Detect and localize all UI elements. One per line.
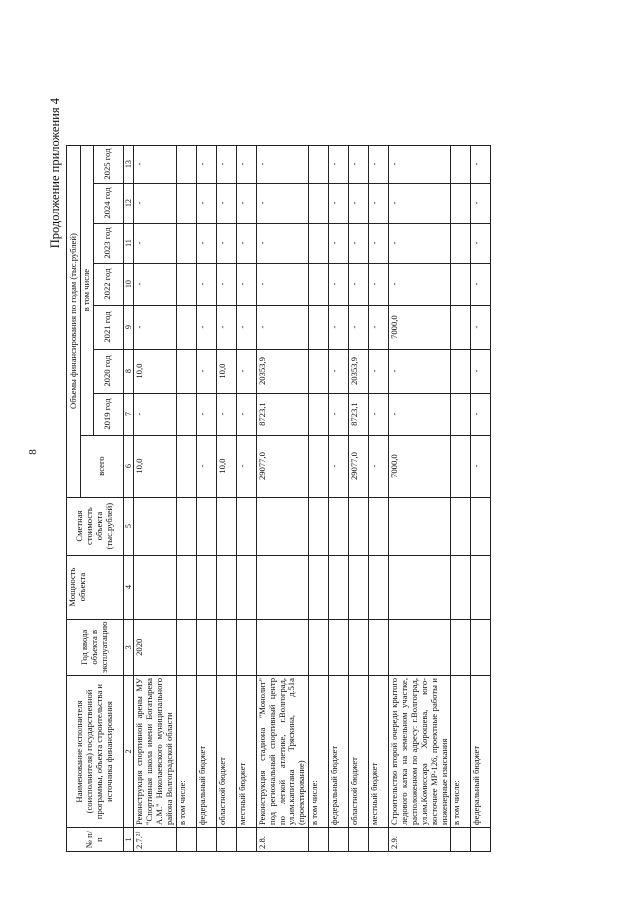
row-year-value: - [349, 263, 369, 305]
row-year-value: - [236, 145, 256, 183]
table-body [134, 145, 491, 851]
row-cost [216, 497, 236, 555]
row-year-value: - [369, 145, 389, 183]
row-year-value: - [389, 349, 451, 393]
row-year [309, 619, 329, 675]
row-name: Строительство второй очереди крытого ледового катка на земельном участке, расположенном по адресу: г.Волгоград, ул.им.Комиссара Хорошева, юго-восточнее МР-126, проектные работы и инженерные изыскания [389, 676, 451, 828]
row-year-value: - [389, 263, 451, 305]
row-cost [134, 497, 177, 555]
column-number: 8 [123, 349, 133, 393]
row-cost [309, 497, 329, 555]
row-name: областной бюджет [216, 676, 236, 828]
row-year-value: - [256, 305, 308, 349]
row-capacity [471, 555, 491, 619]
row-year-value: - [329, 223, 349, 263]
row-year-value: 8723,1 [349, 393, 369, 435]
row-total: 10,0 [216, 435, 236, 497]
header-total: всего [81, 435, 124, 497]
column-number: 4 [123, 555, 133, 619]
row-year-value: - [196, 349, 216, 393]
row-total: - [471, 435, 491, 497]
row-year-value: - [349, 223, 369, 263]
column-number: 3 [123, 619, 133, 675]
row-year-value [451, 305, 471, 349]
row-cost [451, 497, 471, 555]
row-year-value: - [369, 349, 389, 393]
row-capacity [309, 555, 329, 619]
row-year-value: - [471, 393, 491, 435]
row-capacity [389, 555, 451, 619]
table-row [176, 145, 196, 851]
row-year-value: - [236, 183, 256, 223]
row-cost [369, 497, 389, 555]
header-funding: Объемы финансирования по годам (тыс.рублей) [67, 145, 81, 497]
row-year-value [176, 145, 196, 183]
table-row [216, 145, 236, 851]
column-number: 6 [123, 435, 133, 497]
row-year-value: - [369, 223, 389, 263]
header-capacity: Мощность объекта [67, 555, 124, 619]
header-year: 2019 год [93, 393, 123, 435]
row-number [196, 828, 216, 852]
row-year-value: - [471, 263, 491, 305]
row-year-value: 7000,0 [389, 305, 451, 349]
row-year-value: 8723,1 [256, 393, 308, 435]
row-year-value [309, 145, 329, 183]
row-total: - [236, 435, 256, 497]
row-name: областной бюджет [349, 676, 369, 828]
column-number: 13 [123, 145, 133, 183]
row-year-value [176, 263, 196, 305]
column-number: 5 [123, 497, 133, 555]
row-year [389, 619, 451, 675]
table-row [369, 145, 389, 851]
row-total: 7000,0 [389, 435, 451, 497]
row-number [329, 828, 349, 852]
table-row [134, 145, 177, 851]
row-year-value [309, 263, 329, 305]
row-year-value: 10,0 [216, 349, 236, 393]
row-year [471, 619, 491, 675]
column-number: 1 [123, 828, 133, 852]
row-number: 2.8. [256, 828, 308, 852]
header-name: Наименование исполнителя (соисполнителя) государственной программы, объекта строительства и источника финансирования [67, 676, 124, 828]
row-year-value [309, 183, 329, 223]
row-number [369, 828, 389, 852]
row-year-value: - [369, 263, 389, 305]
row-capacity [176, 555, 196, 619]
row-capacity [369, 555, 389, 619]
row-year-value: - [216, 145, 236, 183]
row-number [216, 828, 236, 852]
table-row [471, 145, 491, 851]
row-year-value: - [236, 349, 256, 393]
row-name: федеральный бюджет [471, 676, 491, 828]
header-year: 2024 год [93, 183, 123, 223]
row-year-value: - [196, 305, 216, 349]
row-year-value: - [389, 223, 451, 263]
header-year: 2023 год [93, 223, 123, 263]
row-year-value: - [471, 223, 491, 263]
table-row [349, 145, 369, 851]
row-name: федеральный бюджет [329, 676, 349, 828]
row-year-value: - [256, 263, 308, 305]
row-year [236, 619, 256, 675]
row-year-value [309, 223, 329, 263]
row-total [451, 435, 471, 497]
table-row [389, 145, 451, 851]
header-year: 2025 год [93, 145, 123, 183]
table-row [256, 145, 308, 851]
row-capacity [451, 555, 471, 619]
row-year: 2020 [134, 619, 177, 675]
row-year-value: 20353,9 [349, 349, 369, 393]
row-cost [196, 497, 216, 555]
row-capacity [236, 555, 256, 619]
table-row [309, 145, 329, 851]
row-year-value: - [369, 183, 389, 223]
row-capacity [256, 555, 308, 619]
row-year-value [309, 305, 329, 349]
row-cost [176, 497, 196, 555]
row-year-value: - [236, 263, 256, 305]
row-year-value: - [196, 393, 216, 435]
row-year-value: - [471, 349, 491, 393]
header-including: в том числе [81, 145, 94, 435]
row-year-value: - [236, 305, 256, 349]
row-year [451, 619, 471, 675]
row-cost [256, 497, 308, 555]
row-year-value: 10,0 [134, 349, 177, 393]
row-total: 29077,0 [256, 435, 308, 497]
row-year [216, 619, 236, 675]
row-year-value: - [329, 349, 349, 393]
row-name: в том числе: [176, 676, 196, 828]
row-year-value: - [389, 183, 451, 223]
row-cost [389, 497, 451, 555]
table-row [236, 145, 256, 851]
row-number [471, 828, 491, 852]
row-year-value: - [349, 145, 369, 183]
row-year-value: - [216, 263, 236, 305]
row-year-value: - [369, 305, 389, 349]
row-year-value: - [329, 183, 349, 223]
rotated-page [42, 60, 602, 890]
row-number [236, 828, 256, 852]
row-name: федеральный бюджет [196, 676, 216, 828]
table-row [329, 145, 349, 851]
row-total: 10,0 [134, 435, 177, 497]
row-number [451, 828, 471, 852]
row-year-value: - [256, 223, 308, 263]
row-year-value: - [349, 305, 369, 349]
row-name: местный бюджет [236, 676, 256, 828]
row-number [309, 828, 329, 852]
row-year [349, 619, 369, 675]
row-year-value: - [196, 183, 216, 223]
row-year-value: - [236, 393, 256, 435]
row-name: местный бюджет [369, 676, 389, 828]
row-year-value: - [471, 305, 491, 349]
row-year [369, 619, 389, 675]
row-year-value: - [369, 393, 389, 435]
row-cost [236, 497, 256, 555]
row-year-value: - [329, 263, 349, 305]
table-row [451, 145, 471, 851]
row-year-value [309, 393, 329, 435]
column-number: 10 [123, 263, 133, 305]
column-number: 11 [123, 223, 133, 263]
row-year-value: - [329, 393, 349, 435]
row-year-value [309, 349, 329, 393]
column-number: 9 [123, 305, 133, 349]
row-year [176, 619, 196, 675]
row-year-value: - [389, 393, 451, 435]
row-total [309, 435, 329, 497]
row-year [256, 619, 308, 675]
row-capacity [349, 555, 369, 619]
row-year-value: - [216, 393, 236, 435]
row-year-value [451, 223, 471, 263]
row-year-value: - [256, 145, 308, 183]
row-name: Реконструкция стадиона "Монолит" под региональный спортивный центр по легкой атлетике, г.Волгоград, ул.им.капитана Тряскина, д.51а (проектирование) [256, 676, 308, 828]
page-number: 8 [26, 449, 39, 455]
row-number: 2.9. [389, 828, 451, 852]
row-total: - [329, 435, 349, 497]
row-capacity [216, 555, 236, 619]
row-year-value [451, 183, 471, 223]
row-capacity [196, 555, 216, 619]
row-year-value: - [134, 305, 177, 349]
row-year [196, 619, 216, 675]
header-year: 2020 год [93, 349, 123, 393]
row-name: в том числе: [451, 676, 471, 828]
row-year-value: - [216, 183, 236, 223]
row-number [349, 828, 369, 852]
row-year-value: - [134, 263, 177, 305]
row-cost [329, 497, 349, 555]
row-year-value: - [196, 145, 216, 183]
row-year-value [451, 349, 471, 393]
row-year-value: - [389, 145, 451, 183]
row-year-value [451, 145, 471, 183]
row-year-value: - [134, 183, 177, 223]
row-year-value [176, 393, 196, 435]
row-cost [471, 497, 491, 555]
row-year-value: - [134, 223, 177, 263]
row-year-value: 20353,9 [256, 349, 308, 393]
row-year-value: - [134, 145, 177, 183]
row-year-value: - [196, 223, 216, 263]
header-year: 2022 год [93, 263, 123, 305]
row-year-value: - [134, 393, 177, 435]
header-num: № п/п [67, 828, 124, 852]
column-number: 2 [123, 676, 133, 828]
row-total: 29077,0 [349, 435, 369, 497]
financing-table [66, 145, 491, 852]
header-year-start: Год ввода объекта в эксплуатацию [67, 619, 124, 675]
row-year-value [176, 349, 196, 393]
row-year-value: - [329, 305, 349, 349]
row-year-value: - [329, 145, 349, 183]
row-year-value: - [236, 223, 256, 263]
row-year-value: - [471, 145, 491, 183]
row-year-value: - [349, 183, 369, 223]
row-name: Реконструкция спортивной арены МУ "Спортивная школа имени Богатырева А.М." Николаевского муниципального района Волгоградской области [134, 676, 177, 828]
row-year-value [176, 183, 196, 223]
appendix-caption: Продолжение приложения 4 [48, 98, 62, 249]
row-total: - [196, 435, 216, 497]
row-year [329, 619, 349, 675]
header-year: 2021 год [93, 305, 123, 349]
row-year-value [451, 393, 471, 435]
row-capacity [329, 555, 349, 619]
row-year-value: - [216, 305, 236, 349]
row-year-value: - [216, 223, 236, 263]
row-year-value [176, 305, 196, 349]
row-year-value: - [196, 263, 216, 305]
column-number: 12 [123, 183, 133, 223]
row-number: 2.7.²⁾ [134, 828, 177, 852]
row-year-value [176, 223, 196, 263]
row-number [176, 828, 196, 852]
row-cost [349, 497, 369, 555]
row-year-value [451, 263, 471, 305]
row-name: в том числе: [309, 676, 329, 828]
column-numbers-row [123, 145, 133, 851]
row-year-value: - [471, 183, 491, 223]
row-total [176, 435, 196, 497]
header-cost: Сметная стоимость объекта (тыс.рублей) [67, 497, 124, 555]
row-year-value: - [256, 183, 308, 223]
column-number: 7 [123, 393, 133, 435]
table-row [196, 145, 216, 851]
row-total: - [369, 435, 389, 497]
row-capacity [134, 555, 177, 619]
